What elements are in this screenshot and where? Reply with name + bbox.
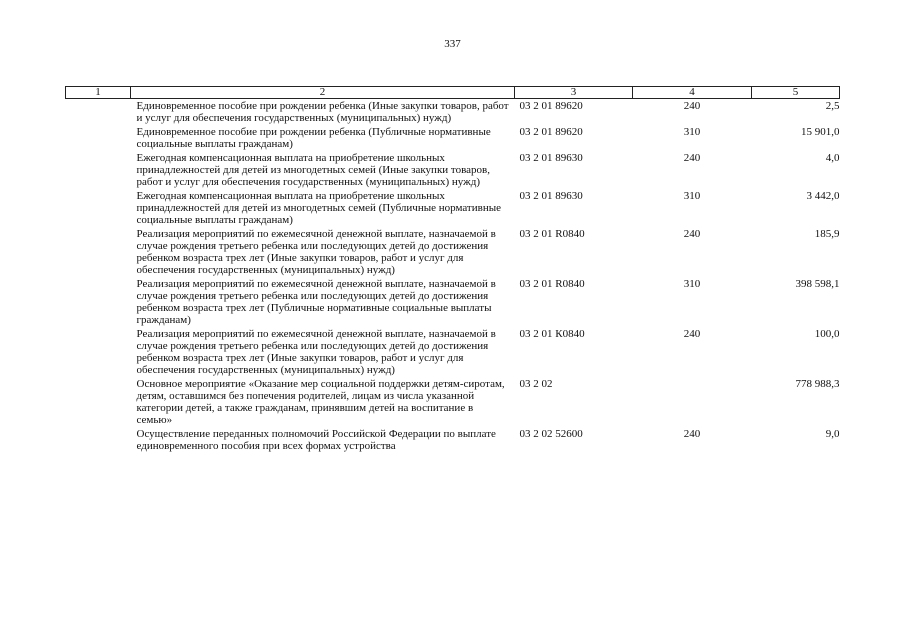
table-row	[66, 99, 840, 126]
table-row	[66, 125, 840, 151]
row-name: Основное мероприятие «Оказание мер социальной поддержки детям-сиротам, детям, оставшимся без попечения родителей, лицам из числа указанной категории детей, а также гражданам, принявшим детей на воспитание в семью»	[136, 378, 505, 426]
column-header-2: 2	[131, 87, 515, 99]
table-row	[66, 277, 840, 327]
row-sum: 398 598,1	[795, 278, 840, 290]
row-expense-type: 240	[683, 152, 701, 164]
row-code: 03 2 01 89620	[519, 100, 583, 112]
row-sum: 15 901,0	[801, 126, 840, 138]
row-sum: 778 988,3	[795, 378, 840, 390]
page-number: 337	[444, 38, 461, 50]
row-name: Осуществление переданных полномочий Российской Федерации по выплате единовременного пособия при всех формах устройства	[136, 428, 496, 452]
row-expense-type: 240	[683, 328, 701, 340]
table-row	[66, 427, 840, 453]
column-header-1: 1	[66, 87, 131, 99]
row-sum: 185,9	[814, 228, 840, 240]
table-row	[66, 327, 840, 377]
row-sum: 9,0	[825, 428, 840, 440]
column-header-4: 4	[633, 87, 752, 99]
row-name: Ежегодная компенсационная выплата на приобретение школьных принадлежностей для детей из многодетных семей (Публичные нормативные социальные выплаты гражданам)	[136, 190, 501, 226]
row-code: 03 2 01 89620	[519, 126, 583, 138]
row-name: Единовременное пособие при рождении ребенка (Публичные нормативные социальные выплаты гражданам)	[136, 126, 491, 150]
budget-table	[65, 86, 840, 453]
row-name: Единовременное пособие при рождении ребенка (Иные закупки товаров, работ и услуг для обеспечения государственных (муниципальных) нужд)	[136, 100, 509, 124]
row-code: 03 2 01 89630	[519, 152, 583, 164]
row-expense-type	[633, 377, 752, 427]
row-code: 03 2 01 R0840	[519, 228, 585, 240]
table-header-row	[66, 87, 840, 99]
row-expense-type: 310	[683, 190, 701, 202]
row-code: 03 2 01 89630	[519, 190, 583, 202]
row-code: 03 2 01 К0840	[519, 328, 585, 340]
row-expense-type: 310	[683, 278, 701, 290]
row-code: 03 2 02	[519, 378, 553, 390]
column-header-3: 3	[515, 87, 633, 99]
table-row	[66, 227, 840, 277]
row-name: Реализация мероприятий по ежемесячной денежной выплате, назначаемой в случае рождения третьего ребенка или последующих детей до достижения ребенком возраста трех лет (Иные закупки товаров, работ и услуг для обеспечения государственных (муниципальных) нужд)	[136, 228, 496, 276]
row-expense-type: 240	[683, 100, 701, 112]
row-expense-type: 240	[683, 428, 701, 440]
row-name: Реализация мероприятий по ежемесячной денежной выплате, назначаемой в случае рождения третьего ребенка или последующих детей до достижения ребенком возраста трех лет (Иные закупки товаров, работ и услуг для обеспечения государственных (муниципальных) нужд)	[136, 328, 496, 376]
column-header-5: 5	[752, 87, 840, 99]
row-sum: 4,0	[825, 152, 840, 164]
row-sum: 100,0	[814, 328, 840, 340]
row-sum: 3 442,0	[806, 190, 840, 202]
table-row	[66, 189, 840, 227]
table-row	[66, 377, 840, 427]
row-code: 03 2 02 52600	[519, 428, 583, 440]
row-name: Реализация мероприятий по ежемесячной денежной выплате, назначаемой в случае рождения третьего ребенка или последующих детей до достижения ребенком возраста трех лет (Публичные нормативные социальные выплаты гражданам)	[136, 278, 496, 326]
row-expense-type: 240	[683, 228, 701, 240]
table-row	[66, 151, 840, 189]
row-code: 03 2 01 R0840	[519, 278, 585, 290]
row-name: Ежегодная компенсационная выплата на приобретение школьных принадлежностей для детей из многодетных семей (Иные закупки товаров, работ и услуг для обеспечения государственных (муниципальных) нужд)	[136, 152, 490, 188]
row-sum: 2,5	[825, 100, 840, 112]
row-expense-type: 310	[683, 126, 701, 138]
